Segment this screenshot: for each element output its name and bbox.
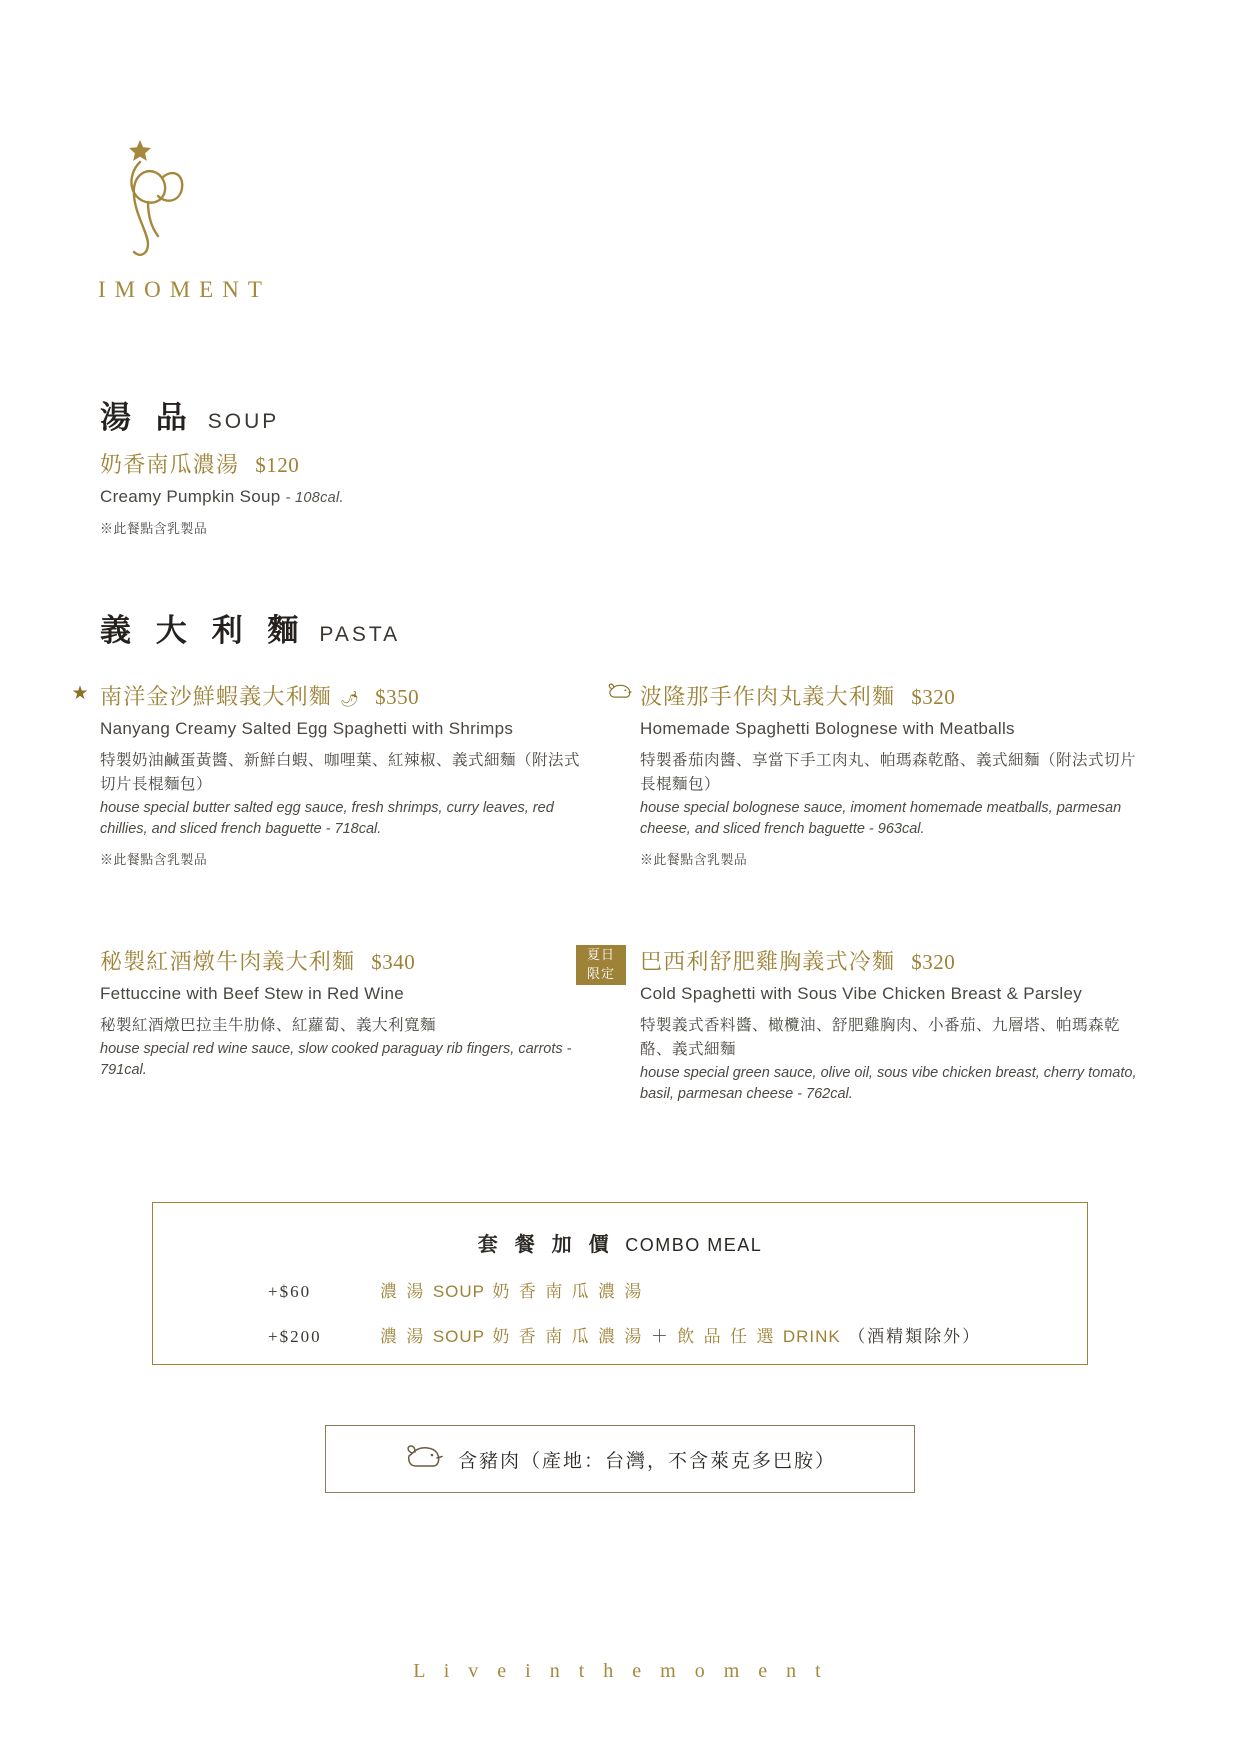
star-icon: ★ (71, 683, 89, 704)
combo-title-en: COMBO MEAL (625, 1235, 763, 1255)
footer-tagline: L i v e i n t h e m o m e n t (413, 1660, 828, 1682)
menu-item-nanyang-shrimp-spaghetti (71, 680, 581, 869)
item-note: ※此餐點含乳製品 (640, 853, 748, 869)
item-en-description: house special butter salted egg sauce, fresh shrimps, curry leaves, red chillies, and sliced french baguette - 718cal. (100, 799, 554, 838)
combo-title-cn: 套 餐 加 價 (477, 1232, 614, 1256)
summer-limited-badge (576, 945, 626, 985)
item-price: $340 (371, 950, 416, 974)
menu-item-bolognese-meatballs (640, 680, 1140, 868)
item-en-name: Nanyang Creamy Salted Egg Spaghetti with Shrimps (100, 719, 514, 738)
item-cn-description: 特製義式香料醬、橄欖油、舒肥雞胸肉、小番茄、九層塔、帕瑪森乾酪、義式細麵 (640, 1015, 1121, 1058)
combo-drink-en: DRINK (782, 1327, 841, 1346)
item-en-name-text: Creamy Pumpkin Soup (100, 487, 281, 506)
section-heading-pasta-cn: 義 大 利 麵 (100, 613, 306, 649)
item-title-row (100, 945, 580, 976)
pork-notice-label: 含豬肉（產地：台灣，不含萊克多巴胺） (457, 1449, 836, 1472)
item-en-description: house special bolognese sauce, imoment homemade meatballs, parmesan cheese, and sliced french baguette - 963cal. (640, 799, 1122, 838)
item-title-row (640, 680, 1140, 711)
star-icon (129, 140, 151, 161)
brand-name: IMOMENT (98, 277, 271, 302)
menu-item-pumpkin-soup (100, 448, 620, 537)
menu-item-cold-spaghetti-chicken (586, 945, 1150, 1106)
item-cn-name: 南洋金沙鮮蝦義大利麵 (100, 685, 333, 710)
item-en-name (100, 485, 620, 510)
item-cn-name: 波隆那手作肉丸義大利麵 (640, 685, 896, 710)
item-en-name: Cold Spaghetti with Sous Vibe Chicken Breast & Parsley (640, 984, 1083, 1003)
badge-line-2: 限定 (586, 967, 615, 982)
combo-row (153, 1277, 1087, 1302)
section-heading-soup (100, 392, 279, 437)
combo-contents (380, 1277, 643, 1302)
item-price: $320 (911, 685, 956, 709)
item-title-row (640, 945, 1150, 976)
combo-soup-en: SOUP (432, 1327, 485, 1346)
combo-soup-item: 奶 香 南 瓜 濃 湯 (492, 1282, 644, 1302)
item-title-row (100, 448, 620, 479)
combo-soup-cn: 濃 湯 (380, 1327, 426, 1347)
item-title-row (100, 680, 580, 711)
combo-drink-exclusion: （酒精類除外） (848, 1327, 982, 1347)
section-heading-soup-en: SOUP (207, 410, 280, 433)
badge-line-1: 夏日 (586, 948, 615, 963)
section-heading-pasta (100, 605, 400, 650)
item-en-name: Fettuccine with Beef Stew in Red Wine (100, 984, 405, 1003)
section-heading-pasta-en: PASTA (319, 623, 401, 646)
item-en-description: house special green sauce, olive oil, sous vibe chicken breast, cherry tomato, basil, parmesan cheese - 762cal. (640, 1064, 1137, 1103)
item-cn-name: 秘製紅酒燉牛肉義大利麵 (100, 950, 356, 975)
item-cn-name: 巴西利舒肥雞胸義式冷麵 (640, 950, 896, 975)
combo-price: +$60 (268, 1282, 312, 1301)
item-note: ※此餐點含乳製品 (100, 521, 208, 537)
combo-contents (380, 1322, 981, 1347)
item-price: $320 (911, 950, 956, 974)
item-cn-description: 秘製紅酒燉巴拉圭牛肋條、紅蘿蔔、義大利寬麵 (100, 1015, 437, 1034)
item-cn-name: 奶香南瓜濃湯 (100, 453, 240, 478)
combo-soup-en: SOUP (432, 1282, 485, 1301)
item-note: ※此餐點含乳製品 (100, 853, 208, 869)
item-calories: - 108cal. (285, 490, 344, 506)
combo-row (153, 1322, 1087, 1347)
combo-plus-sign: ＋ (650, 1327, 670, 1347)
item-price: $350 (375, 685, 420, 709)
combo-drink-cn: 飲 品 任 選 (677, 1327, 776, 1347)
pig-icon (404, 1444, 444, 1475)
combo-meal-title (153, 1228, 1087, 1257)
brand-block (96, 132, 356, 303)
item-en-name: Homemade Spaghetti Bolognese with Meatballs (640, 719, 1015, 738)
item-en-description: house special red wine sauce, slow cooked paraguay rib fingers, carrots - 791cal. (100, 1040, 572, 1079)
item-price: $120 (255, 453, 300, 477)
item-cn-description: 特製奶油鹹蛋黃醬、新鮮白蝦、咖哩葉、紅辣椒、義式細麵（附法式切片長棍麵包） (100, 750, 581, 793)
combo-soup-cn: 濃 湯 (380, 1282, 426, 1302)
pork-notice-box (325, 1425, 915, 1493)
item-cn-description: 特製番茄肉醬、享當下手工肉丸、帕瑪森乾酪、義式細麵（附法式切片長棍麵包） (640, 750, 1137, 793)
combo-soup-item: 奶 香 南 瓜 濃 湯 (492, 1327, 644, 1347)
section-heading-soup-cn: 湯 品 (100, 400, 194, 436)
combo-price: +$200 (268, 1327, 322, 1346)
menu-item-beef-stew-fettuccine (100, 945, 580, 1082)
chili-icon: 🌶 (340, 691, 360, 708)
combo-meal-box (152, 1202, 1088, 1365)
pig-icon (606, 682, 634, 705)
imoment-monogram-icon (96, 132, 216, 267)
